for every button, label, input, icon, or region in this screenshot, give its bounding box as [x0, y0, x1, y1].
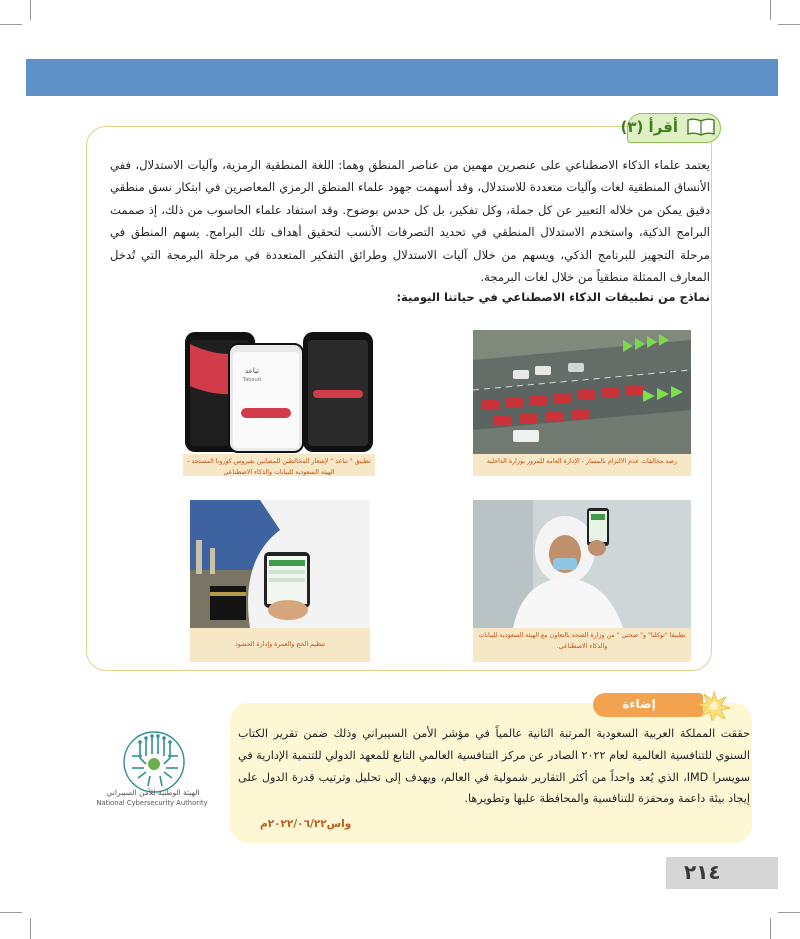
- read-section-title: [605, 112, 723, 144]
- hajj-photo: [190, 500, 370, 628]
- enlightenment-title: إضاءة: [622, 697, 656, 711]
- tawakkalna-photo: [473, 500, 691, 628]
- tabaud-app-label: تباعد: [245, 367, 260, 375]
- enlightenment-tab: [593, 691, 733, 719]
- nca-name-ar: الهيئة الوطنية للأمن السيبراني: [106, 788, 200, 797]
- crop-mark: [30, 918, 31, 939]
- tawakkalna-caption: تطبيقا "توكلنا" و" صحتي " من وزارة الصحة بالتعاون مع الهيئة السعودية للبيانات والذكاء الاصطناعي.: [473, 628, 691, 662]
- traffic-illustration: [473, 330, 691, 454]
- traffic-photo: [473, 330, 691, 454]
- man-with-phone-illustration: [473, 500, 691, 628]
- crop-mark: [0, 24, 22, 25]
- tabaud-phones-illustration: [183, 330, 375, 454]
- read-title-text: أقرأ (٣): [620, 118, 678, 136]
- kaaba-phone-illustration: [190, 500, 370, 628]
- examples-subheading: نماذج من تطبيقات الذكاء الاصطناعي في حياتنا اليومية:: [396, 290, 710, 304]
- crop-mark: [30, 0, 31, 20]
- page-number: ٢١٤: [684, 860, 721, 884]
- tabaud-photo: [183, 330, 375, 454]
- read-paragraph: يعتمد علماء الذكاء الاصطناعي على عنصرين مهمين من عناصر المنطق وهما: اللغة المنطقية الرمزية، وآليات الاستدلال، ففي الأنساق المنطقية لغات وآليات متعددة للاستدلال، وقد أسهمت جهود علماء المنطق الرمزي المعاصرين في ابتكار نسق منطقي دقيق يمكن من خلاله التعبير عن كل جملة، وكل تفكير، بل كل حدس بوضوح. وقد استفاد علماء الحاسوب من ذلك، إذ صممت البرامج الذكية، واستخدم الاستدلال المنطقي في تحديد التصرفات الأنسب لتحقيق أهداف تلك البرامج. يسهم المنطق في مرحلة التجهيز للبرنامج الذكي، ويسهم من خلال آليات الاستدلال وطرائق التفكير المتعددة في مرحلة البرمجة التي تُدخل المعارف الممثلة منطقياً من خلال لغات البرمجة.: [110, 158, 710, 285]
- tabaud-app-label-en: Tabaud: [243, 377, 261, 383]
- crop-mark: [778, 24, 800, 25]
- enlightenment-pill: [593, 693, 703, 717]
- crop-mark: [770, 918, 771, 939]
- news-source: واس٢٠٢٢/٠٦/٢٢م: [260, 818, 352, 830]
- book-icon: [686, 117, 716, 137]
- header-band: [26, 59, 778, 96]
- nca-name-en: National Cybersecurity Authority: [96, 799, 208, 807]
- traffic-caption: رصد مخالفات عدم الالتزام بالمسار - الإدارة العامة للمرور بوزارة الداخلية: [473, 454, 691, 476]
- starburst-icon: [697, 691, 731, 721]
- tabaud-caption: تطبيق " تباعد " لإشعار المخالطين للمصابين بفيروس كورونا المستجد - الهيئة السعودية للبيانات والذكاء الاصطناعي: [183, 454, 375, 476]
- crop-mark: [770, 0, 771, 20]
- enlightenment-text: حققت المملكة العربية السعودية المرتبة الثانية عالمياً في مؤشر الأمن السيبراني وذلك ضمن تقرير الكتاب السنوي للتنافسية العالمية لعام ٢٠٢٢ الصادر عن مركز التنافسية العالمي التابع للمعهد الدولي للتنمية الإدارية في سويسرا IMD، الذي يُعد واحداً من أكثر التقارير شمولية في العالم، ويهدف إلى تحليل وترتيب قدرة الدول على إيجاد بيئة داعمة ومحفزة للتنافسية والمحافظة عليها وتطويرها.: [238, 727, 750, 806]
- crop-mark: [778, 912, 800, 913]
- crop-mark: [0, 912, 22, 913]
- hajj-caption: تنظيم الحج والعمرة وإدارة الحشود: [190, 628, 370, 662]
